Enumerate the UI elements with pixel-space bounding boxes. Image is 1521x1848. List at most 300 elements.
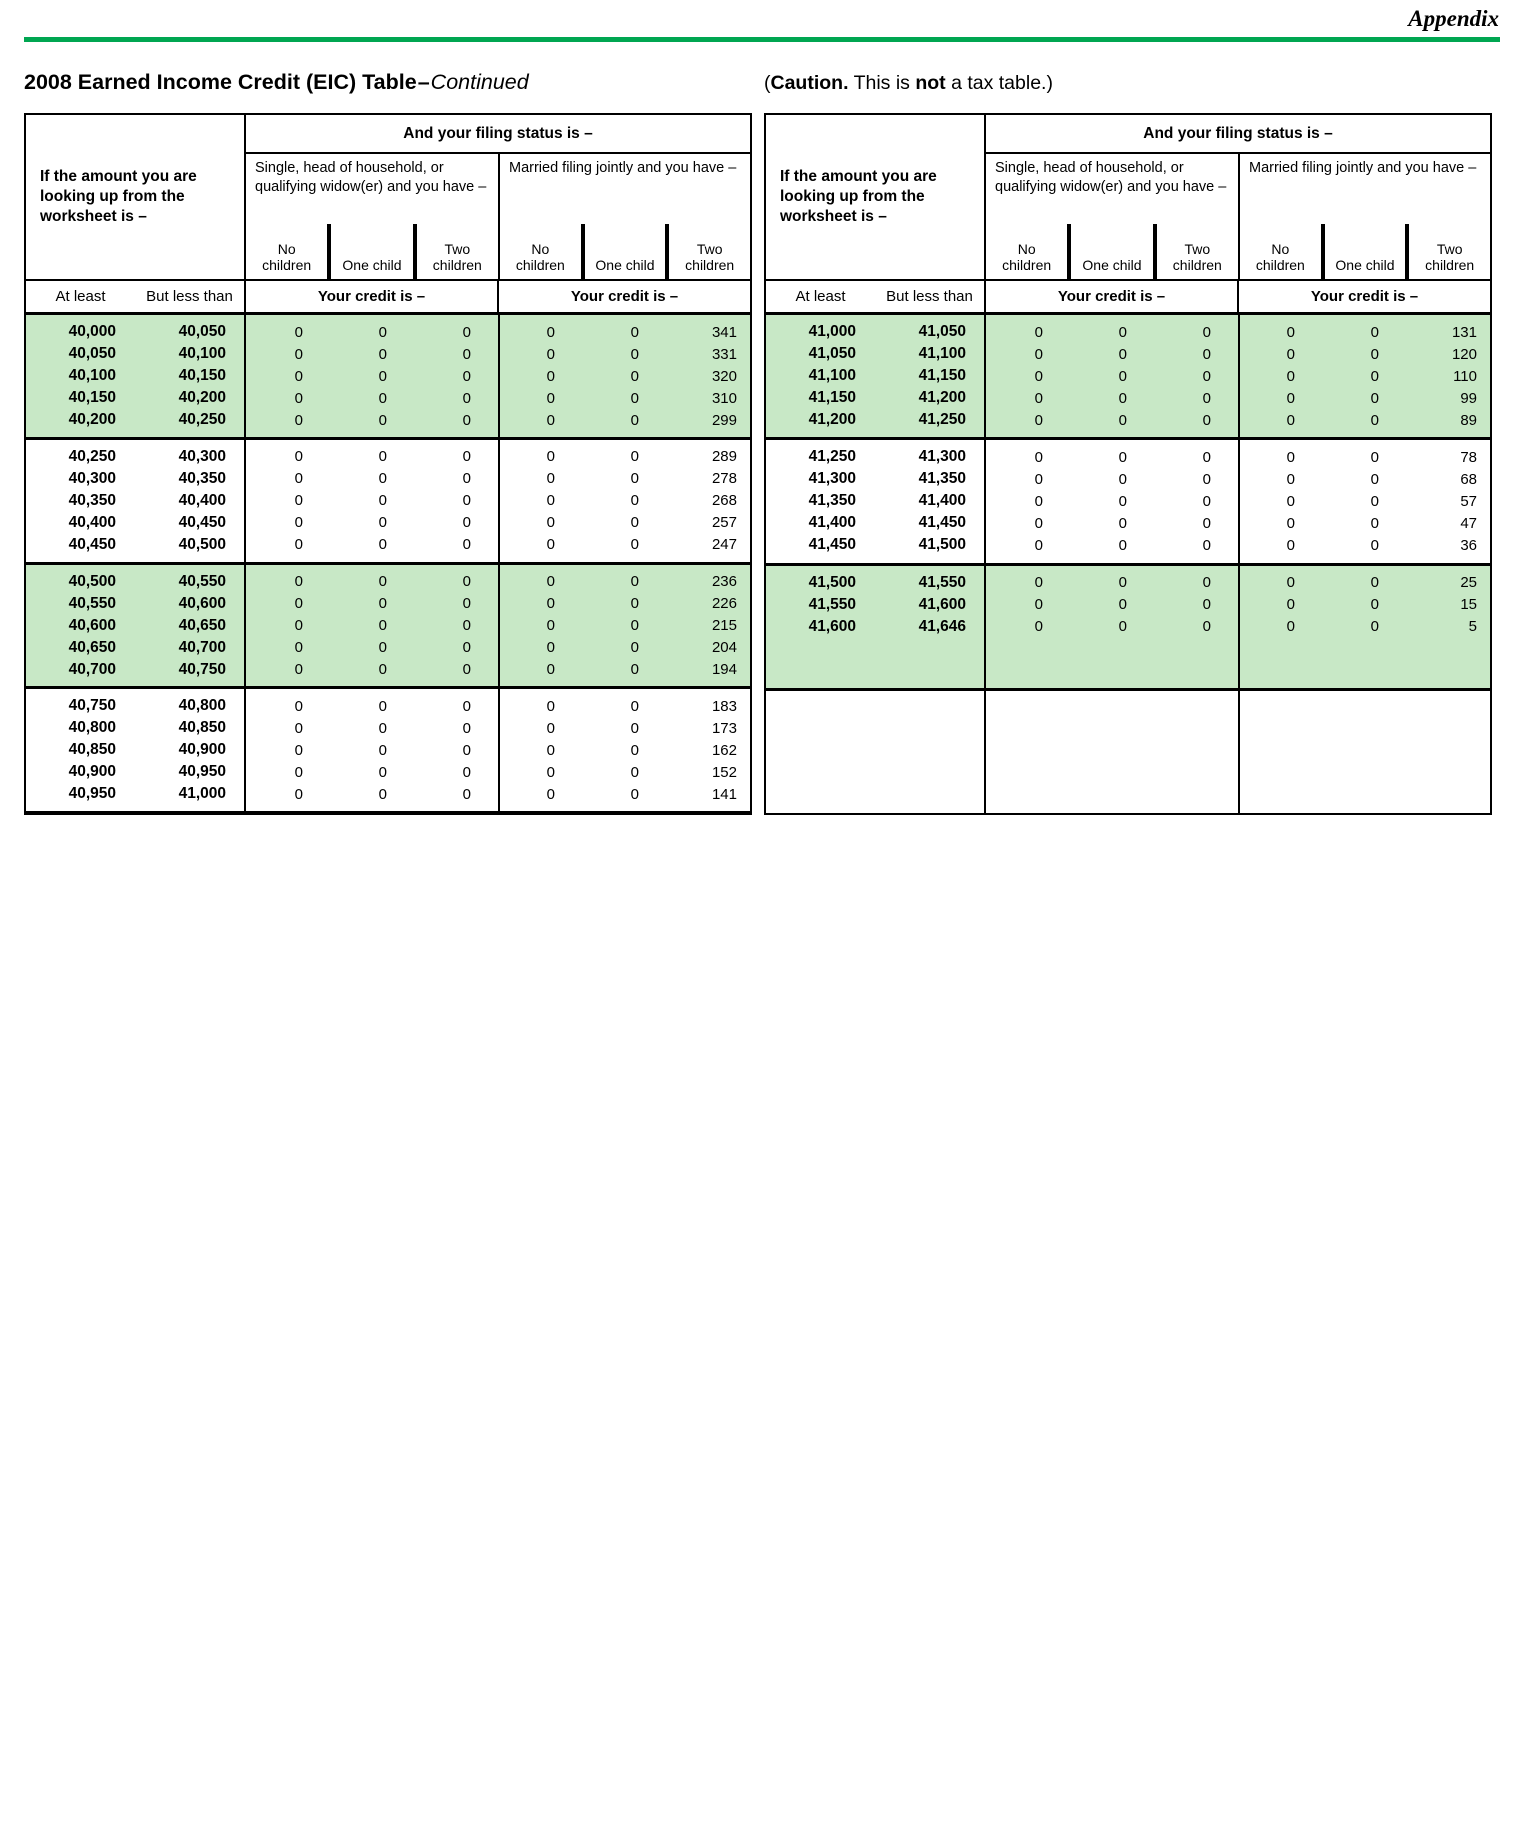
children-columns — [1240, 224, 1490, 279]
caution-open: ( — [764, 72, 771, 94]
amount-cell: 40,250 — [68, 447, 116, 465]
credit-cell: 0 — [462, 492, 471, 510]
column-divider — [984, 691, 986, 813]
col-one-child — [1071, 224, 1152, 279]
amount-cell: 40,650 — [178, 616, 226, 634]
credit-cell: 0 — [630, 719, 639, 737]
col-label: No children — [515, 240, 565, 274]
credit-cell: 0 — [630, 536, 639, 554]
column-divider — [244, 440, 246, 562]
credit-cell: 226 — [711, 595, 737, 612]
table-row — [26, 321, 750, 343]
credit-cell: 0 — [294, 345, 303, 363]
amount-cell: 40,800 — [68, 719, 116, 737]
credit-cell: 215 — [711, 617, 737, 634]
amount-cell: 41,400 — [918, 492, 966, 510]
amount-cell: 41,250 — [918, 411, 966, 428]
credit-cell: 0 — [1202, 345, 1211, 363]
table-row — [26, 593, 750, 615]
amount-cell: 41,500 — [808, 573, 856, 591]
credit-cell: 0 — [1118, 411, 1127, 429]
credit-cell: 0 — [294, 492, 303, 510]
credit-cell: 0 — [546, 719, 555, 737]
amount-cell: 41,646 — [918, 617, 966, 635]
page-title-main: 2008 Earned Income Credit (EIC) Table — [24, 70, 417, 94]
credit-cell: 0 — [1370, 536, 1379, 554]
credit-cell: 110 — [1453, 367, 1477, 385]
credit-cell: 0 — [1118, 470, 1127, 488]
col-label: Two children — [432, 240, 482, 274]
credit-cell: 0 — [1118, 536, 1127, 554]
table-header — [26, 115, 750, 279]
credit-cell: 0 — [1202, 492, 1211, 510]
table-row — [766, 365, 1490, 387]
credit-cell: 0 — [1202, 618, 1211, 635]
col-no-children — [246, 224, 327, 279]
credit-cell: 278 — [711, 470, 737, 488]
column-divider — [1238, 440, 1240, 562]
caution-note — [764, 72, 1492, 95]
row-group — [766, 688, 1490, 813]
credit-cell: 0 — [378, 595, 387, 612]
col-two-children — [417, 224, 498, 279]
amount-cell: 40,500 — [68, 572, 116, 590]
credit-cell: 0 — [1370, 323, 1379, 341]
credit-cell: 0 — [546, 595, 555, 612]
amount-cell: 41,600 — [918, 595, 966, 613]
credit-cell: 0 — [1370, 492, 1379, 510]
children-columns — [500, 224, 750, 279]
amount-cell: 41,300 — [808, 470, 856, 488]
credit-cell: 173 — [711, 719, 737, 737]
filing-status-label: And your filing status is – — [986, 115, 1490, 154]
credit-cell: 0 — [294, 389, 303, 407]
credit-cell: 0 — [546, 367, 555, 385]
credit-cell: 0 — [1118, 345, 1127, 363]
credit-cell: 0 — [462, 719, 471, 737]
credit-cell: 0 — [546, 389, 555, 407]
table-row — [26, 695, 750, 717]
credit-cell: 0 — [1118, 514, 1127, 532]
credit-cell: 0 — [1286, 574, 1295, 591]
credit-cell: 0 — [546, 411, 555, 429]
amount-cell: 41,550 — [808, 595, 856, 613]
credit-cell: 0 — [462, 617, 471, 634]
credit-cell: 0 — [1034, 514, 1043, 532]
credit-cell: 0 — [294, 719, 303, 737]
credit-cell: 0 — [378, 785, 387, 803]
caution-tail: a tax table.) — [945, 72, 1053, 94]
credit-cell: 0 — [294, 595, 303, 612]
amount-cell: 40,450 — [178, 513, 226, 531]
single-group-header — [986, 154, 1238, 279]
table-row — [26, 659, 750, 681]
credit-cell: 0 — [1286, 367, 1295, 385]
col-label: One child — [595, 257, 655, 274]
row-group — [766, 563, 1490, 688]
page-title-continued: Continued — [430, 70, 529, 94]
table-row — [766, 616, 1490, 638]
credit-cell: 0 — [294, 536, 303, 554]
amount-cell: 41,000 — [808, 323, 856, 340]
column-divider — [498, 315, 500, 437]
credit-cell: 0 — [1118, 389, 1127, 407]
amount-cell: 40,850 — [178, 719, 226, 737]
credit-cell: 0 — [546, 448, 555, 466]
credit-cell: 89 — [1460, 411, 1477, 429]
credit-cell: 0 — [462, 367, 471, 385]
amount-cell: 41,450 — [808, 536, 856, 554]
credit-cell: 141 — [711, 785, 737, 803]
amount-cell: 40,700 — [178, 638, 226, 656]
credit-cell: 0 — [546, 741, 555, 759]
amount-cell: 40,700 — [68, 660, 116, 678]
credit-cell: 131 — [1451, 323, 1477, 341]
credit-cell: 0 — [1370, 514, 1379, 532]
table-row — [26, 739, 750, 761]
but-less-than-label: But less than — [146, 288, 233, 305]
amount-cell: 40,350 — [178, 469, 226, 487]
credit-cell: 0 — [294, 697, 303, 715]
amount-cell: 41,150 — [918, 367, 966, 384]
credit-cell: 0 — [630, 595, 639, 612]
amount-cell: 40,500 — [178, 535, 226, 553]
amount-cell: 40,800 — [178, 697, 226, 715]
amount-cell: 40,650 — [68, 638, 116, 656]
amount-cell: 40,750 — [68, 697, 116, 715]
credit-cell: 57 — [1460, 492, 1477, 510]
amount-cell: 41,100 — [808, 367, 856, 384]
credit-cell: 0 — [294, 514, 303, 532]
table-row — [766, 512, 1490, 534]
credit-cell: 0 — [546, 661, 555, 678]
credit-cell: 0 — [462, 389, 471, 407]
amount-cell: 40,850 — [68, 741, 116, 759]
table-header — [766, 115, 1490, 279]
credit-cell: 0 — [1034, 323, 1043, 341]
credit-cell: 0 — [1034, 618, 1043, 635]
credit-cell: 0 — [1202, 367, 1211, 385]
credit-cell: 152 — [711, 763, 737, 781]
single-group-label: Single, head of household, or qualifying widow(er) and you have – — [255, 160, 487, 195]
credit-cell: 0 — [462, 411, 471, 429]
amount-cell: 40,300 — [68, 469, 116, 487]
credit-cell: 0 — [1202, 323, 1211, 341]
your-credit-label-married: Your credit is – — [1237, 281, 1490, 312]
column-divider — [244, 315, 246, 437]
credit-cell: 0 — [1034, 596, 1043, 613]
credit-cell: 0 — [462, 785, 471, 803]
credit-cell: 0 — [546, 514, 555, 532]
credit-cell: 0 — [630, 763, 639, 781]
credit-cell: 0 — [1118, 367, 1127, 385]
amount-cell: 40,400 — [178, 491, 226, 509]
credit-cell: 0 — [546, 470, 555, 488]
amount-cell: 40,150 — [68, 389, 116, 406]
credit-cell: 0 — [1370, 618, 1379, 635]
amount-cell: 40,100 — [68, 367, 116, 384]
amount-cell: 41,200 — [808, 411, 856, 428]
col-label: One child — [1335, 257, 1395, 274]
your-credit-label-single: Your credit is – — [1057, 288, 1166, 305]
col-one-child — [1325, 224, 1406, 279]
credit-cell: 0 — [1118, 492, 1127, 510]
credit-cell: 0 — [462, 323, 471, 341]
table-row — [26, 446, 750, 468]
credit-cell: 0 — [630, 411, 639, 429]
credit-cell: 78 — [1460, 448, 1477, 466]
credit-cell: 289 — [711, 448, 737, 466]
credit-cell: 0 — [1286, 448, 1295, 466]
amount-cell: 40,050 — [68, 345, 116, 362]
credit-cell: 0 — [1370, 411, 1379, 429]
lookup-amount-label: If the amount you are looking up from the worksheet is – — [766, 115, 986, 279]
credit-cell: 0 — [378, 389, 387, 407]
table-row — [26, 534, 750, 556]
table-row — [26, 571, 750, 593]
table-row — [766, 534, 1490, 556]
eic-table-left — [24, 113, 752, 815]
credit-cell: 0 — [378, 448, 387, 466]
row-group — [26, 562, 750, 687]
credit-cell: 0 — [462, 697, 471, 715]
amount-cell: 40,250 — [178, 411, 226, 428]
credit-cell: 0 — [378, 323, 387, 341]
filing-status-header — [986, 115, 1490, 279]
amount-cell: 41,250 — [808, 448, 856, 466]
credit-cell: 0 — [1034, 345, 1043, 363]
page-title-dash: – — [417, 70, 430, 94]
credit-cell: 0 — [378, 741, 387, 759]
single-group-header — [246, 154, 498, 279]
children-columns — [986, 224, 1238, 279]
credit-cell: 0 — [462, 661, 471, 678]
credit-cell: 0 — [1286, 536, 1295, 554]
column-divider — [244, 689, 246, 811]
credit-cell: 0 — [1034, 470, 1043, 488]
credit-cell: 0 — [1118, 574, 1127, 591]
married-group-header — [1238, 154, 1490, 279]
credit-cell: 204 — [711, 639, 737, 656]
credit-cell: 0 — [1034, 536, 1043, 554]
table-row — [766, 572, 1490, 594]
caution-word: Caution. — [770, 72, 849, 94]
credit-cell: 0 — [294, 323, 303, 341]
page-content — [24, 70, 1492, 815]
amount-cell: 41,500 — [918, 536, 966, 554]
col-one-child — [331, 224, 412, 279]
page-title — [24, 70, 752, 95]
col-two-children — [669, 224, 750, 279]
table-subheader — [766, 279, 1490, 315]
table-body — [766, 315, 1490, 813]
col-two-children — [1157, 224, 1238, 279]
column-divider — [1238, 691, 1240, 813]
credit-cell: 99 — [1460, 389, 1477, 407]
amount-cell: 40,100 — [178, 345, 226, 362]
credit-cell: 0 — [630, 697, 639, 715]
table-body — [26, 315, 750, 811]
credit-cell: 0 — [546, 492, 555, 510]
credit-cell: 0 — [378, 411, 387, 429]
credit-cell: 0 — [630, 617, 639, 634]
table-row — [26, 512, 750, 534]
amount-cell: 40,550 — [68, 594, 116, 612]
credit-cell: 0 — [462, 639, 471, 656]
credit-cell: 236 — [711, 573, 737, 590]
credit-cell: 15 — [1460, 596, 1477, 613]
table-row — [766, 468, 1490, 490]
amount-cell: 41,600 — [808, 617, 856, 635]
credit-cell: 0 — [378, 617, 387, 634]
credit-cell: 320 — [711, 367, 737, 385]
table-row — [766, 321, 1490, 343]
credit-cell: 0 — [1034, 448, 1043, 466]
credit-cell: 0 — [294, 639, 303, 656]
credit-cell: 0 — [378, 661, 387, 678]
table-row — [26, 343, 750, 365]
column-divider — [1238, 315, 1240, 437]
credit-cell: 0 — [462, 741, 471, 759]
col-label: Two children — [685, 240, 735, 274]
credit-cell: 0 — [1118, 323, 1127, 341]
column-divider — [1238, 566, 1240, 688]
credit-cell: 0 — [1118, 596, 1127, 613]
table-row — [26, 761, 750, 783]
col-label: No children — [1255, 240, 1305, 274]
credit-cell: 0 — [1286, 596, 1295, 613]
amount-cell: 41,400 — [808, 514, 856, 532]
credit-cell: 0 — [294, 411, 303, 429]
credit-cell: 0 — [1034, 574, 1043, 591]
credit-cell: 0 — [1034, 492, 1043, 510]
green-rule-divider — [24, 37, 1500, 42]
col-label: No children — [262, 240, 312, 274]
amount-cell: 41,100 — [918, 345, 966, 362]
amount-cell: 41,050 — [918, 323, 966, 340]
lookup-amount-label: If the amount you are looking up from the worksheet is – — [26, 115, 246, 279]
credit-cell: 0 — [462, 448, 471, 466]
amount-cell: 41,200 — [918, 389, 966, 406]
row-group — [26, 686, 750, 811]
credit-cell: 0 — [1118, 618, 1127, 635]
but-less-than-label: But less than — [886, 288, 973, 305]
children-columns — [246, 224, 498, 279]
col-label: No children — [1002, 240, 1052, 274]
table-row — [26, 783, 750, 805]
credit-cell: 0 — [462, 595, 471, 612]
row-group — [766, 437, 1490, 562]
credit-cell: 0 — [1202, 536, 1211, 554]
credit-cell: 0 — [1286, 411, 1295, 429]
filing-status-label: And your filing status is – — [246, 115, 750, 154]
credit-cell: 0 — [1118, 448, 1127, 466]
credit-cell: 0 — [294, 785, 303, 803]
at-least-label: At least — [55, 288, 106, 305]
col-label: One child — [342, 257, 402, 274]
credit-cell: 0 — [1202, 389, 1211, 407]
amount-cell: 41,350 — [808, 492, 856, 510]
amount-cell: 40,150 — [178, 367, 226, 384]
amount-cell: 40,900 — [178, 741, 226, 759]
amount-cell: 41,550 — [918, 573, 966, 591]
appendix-label: Appendix — [1408, 6, 1499, 31]
credit-cell: 247 — [711, 536, 737, 554]
credit-cell: 0 — [1202, 470, 1211, 488]
credit-cell: 0 — [546, 323, 555, 341]
credit-cell: 0 — [1202, 574, 1211, 591]
table-row — [26, 468, 750, 490]
col-no-children — [986, 224, 1067, 279]
credit-cell: 0 — [1286, 389, 1295, 407]
credit-cell: 0 — [1370, 345, 1379, 363]
credit-cell: 0 — [1286, 618, 1295, 635]
credit-cell: 0 — [462, 536, 471, 554]
credit-cell: 0 — [546, 697, 555, 715]
amount-cell: 41,150 — [808, 389, 856, 406]
credit-cell: 0 — [1370, 470, 1379, 488]
amount-cell: 40,600 — [68, 616, 116, 634]
row-group — [26, 315, 750, 437]
column-divider — [498, 565, 500, 687]
credit-cell: 0 — [1202, 411, 1211, 429]
credit-cell: 0 — [630, 367, 639, 385]
column-divider — [984, 566, 986, 688]
column-divider — [498, 689, 500, 811]
credit-cell: 0 — [546, 536, 555, 554]
column-divider — [984, 315, 986, 437]
credit-cell: 0 — [546, 785, 555, 803]
credit-cell: 0 — [546, 573, 555, 590]
credit-cell: 0 — [378, 573, 387, 590]
credit-cell: 0 — [378, 514, 387, 532]
credit-cell: 341 — [711, 323, 737, 341]
amount-cell: 40,200 — [68, 411, 116, 428]
credit-cell: 0 — [1286, 492, 1295, 510]
amount-column-headers — [26, 281, 246, 312]
credit-cell: 0 — [1370, 389, 1379, 407]
credit-cell: 0 — [546, 617, 555, 634]
credit-cell: 0 — [1034, 411, 1043, 429]
credit-cell: 0 — [1286, 470, 1295, 488]
table-row — [26, 365, 750, 387]
credit-cell: 0 — [1370, 574, 1379, 591]
table-subheader — [26, 279, 750, 315]
credit-cell: 0 — [630, 470, 639, 488]
amount-cell: 40,750 — [178, 660, 226, 678]
amount-cell: 40,400 — [68, 513, 116, 531]
col-no-children — [500, 224, 581, 279]
married-group-header — [498, 154, 750, 279]
credit-cell: 0 — [1202, 514, 1211, 532]
amount-cell: 41,350 — [918, 470, 966, 488]
amount-cell: 40,050 — [178, 323, 226, 340]
col-one-child — [585, 224, 666, 279]
amount-cell: 40,600 — [178, 594, 226, 612]
amount-cell: 41,300 — [918, 448, 966, 466]
your-credit-label-married: Your credit is – — [497, 281, 750, 312]
credit-cell: 120 — [1451, 345, 1477, 363]
table-row — [766, 490, 1490, 512]
credit-cell: 0 — [378, 492, 387, 510]
married-group-label: Married filing jointly and you have – — [1249, 160, 1477, 176]
credit-cell: 0 — [630, 389, 639, 407]
credit-cell: 0 — [546, 345, 555, 363]
credit-cell: 0 — [1202, 596, 1211, 613]
status-groups — [246, 154, 750, 279]
amount-cell: 40,950 — [68, 785, 116, 803]
your-credit-label-single: Your credit is – — [317, 288, 426, 305]
